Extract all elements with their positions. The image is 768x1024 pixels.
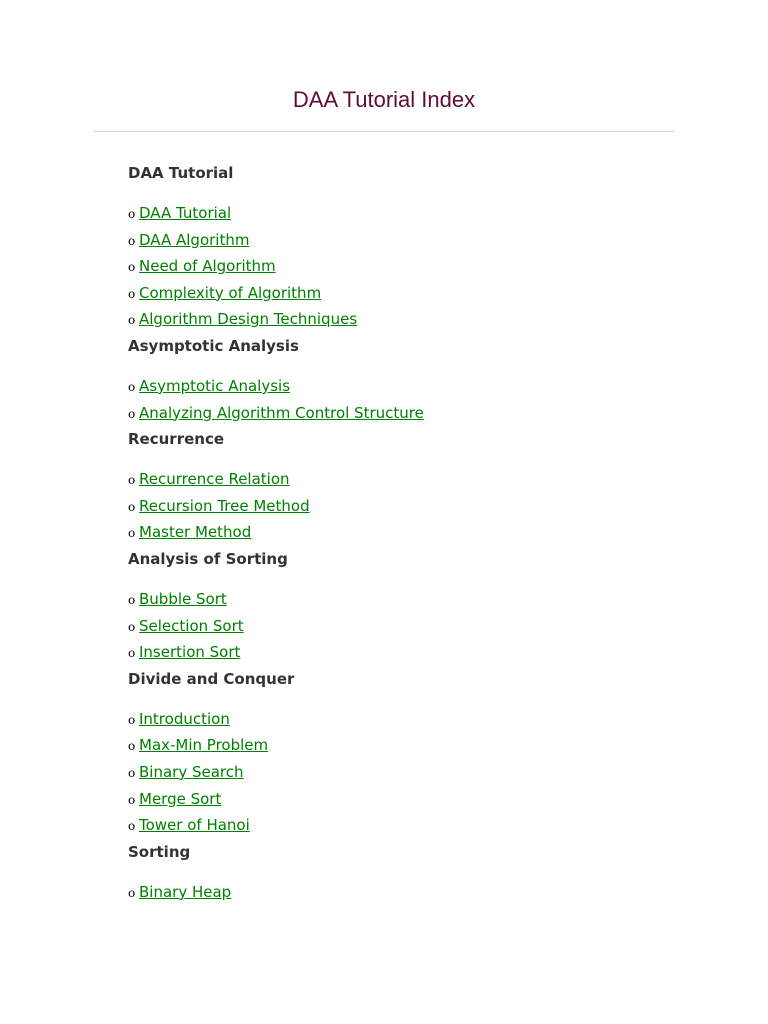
list-item — [128, 519, 688, 546]
list-item — [128, 253, 688, 280]
list-item — [128, 227, 688, 254]
bullet-icon: o — [128, 646, 136, 661]
list-item — [128, 400, 688, 427]
link-binary-heap[interactable]: Binary Heap — [139, 882, 232, 901]
link-introduction[interactable]: Introduction — [139, 709, 230, 728]
link-daa-algorithm[interactable]: DAA Algorithm — [139, 230, 250, 249]
link-insertion-sort[interactable]: Insertion Sort — [139, 643, 241, 662]
list-item — [128, 586, 688, 613]
link-master-method[interactable]: Master Method — [139, 523, 252, 542]
section-link-list — [128, 200, 688, 333]
bullet-icon: o — [128, 286, 136, 301]
link-need-of-algorithm[interactable]: Need of Algorithm — [139, 257, 276, 276]
bullet-icon: o — [128, 792, 136, 807]
list-item — [128, 493, 688, 520]
list-item — [128, 732, 688, 759]
section-link-list — [128, 706, 688, 839]
bullet-icon: o — [128, 765, 136, 780]
link-recursion-tree-method[interactable]: Recursion Tree Method — [139, 496, 310, 515]
section-sorting — [128, 840, 688, 906]
bullet-icon: o — [128, 379, 136, 394]
bullet-icon: o — [128, 406, 136, 421]
link-max-min-problem[interactable]: Max-Min Problem — [139, 736, 269, 755]
list-item — [128, 200, 688, 227]
list-item — [128, 759, 688, 786]
tutorial-index — [128, 161, 688, 905]
bullet-icon: o — [128, 592, 136, 607]
bullet-icon: o — [128, 526, 136, 541]
link-asymptotic-analysis[interactable]: Asymptotic Analysis — [139, 376, 291, 395]
section-heading: Asymptotic Analysis — [128, 336, 299, 355]
list-item — [128, 306, 688, 333]
link-binary-search[interactable]: Binary Search — [139, 762, 244, 781]
page-title: DAA Tutorial Index — [292, 87, 476, 112]
section-link-list — [128, 879, 688, 906]
list-item — [128, 706, 688, 733]
bullet-icon: o — [128, 619, 136, 634]
section-link-list — [128, 373, 688, 426]
list-item — [128, 786, 688, 813]
link-analyzing-algorithm-control-structure[interactable]: Analyzing Algorithm Control Structure — [139, 403, 424, 422]
bullet-icon: o — [128, 233, 136, 248]
link-selection-sort[interactable]: Selection Sort — [139, 616, 244, 635]
link-bubble-sort[interactable]: Bubble Sort — [139, 589, 227, 608]
bullet-icon: o — [128, 499, 136, 514]
section-heading: Sorting — [128, 842, 191, 861]
link-tower-of-hanoi[interactable]: Tower of Hanoi — [139, 816, 250, 835]
link-recurrence-relation[interactable]: Recurrence Relation — [139, 470, 290, 489]
bullet-icon: o — [128, 885, 136, 900]
section-recurrence — [128, 427, 688, 546]
link-daa-tutorial[interactable]: DAA Tutorial — [139, 204, 232, 222]
section-divide-and-conquer — [128, 667, 688, 839]
list-item — [128, 373, 688, 400]
section-heading: Analysis of Sorting — [128, 549, 288, 568]
bullet-icon: o — [128, 473, 136, 488]
section-link-list — [128, 586, 688, 666]
list-item — [128, 466, 688, 493]
section-asymptotic-analysis — [128, 334, 688, 426]
list-item — [128, 879, 688, 906]
section-heading: DAA Tutorial — [128, 164, 234, 182]
bullet-icon: o — [128, 313, 136, 328]
list-item — [128, 639, 688, 666]
list-item — [128, 613, 688, 640]
title-divider — [93, 131, 675, 132]
link-merge-sort[interactable]: Merge Sort — [139, 789, 222, 808]
section-daa-tutorial — [128, 161, 688, 333]
link-algorithm-design-techniques[interactable]: Algorithm Design Techniques — [139, 310, 358, 329]
list-item — [128, 280, 688, 307]
bullet-icon: o — [128, 207, 136, 221]
section-link-list — [128, 466, 688, 546]
bullet-icon: o — [128, 260, 136, 275]
section-analysis-of-sorting — [128, 547, 688, 666]
bullet-icon: o — [128, 819, 136, 834]
section-heading: Divide and Conquer — [128, 669, 295, 688]
link-complexity-of-algorithm[interactable]: Complexity of Algorithm — [139, 283, 322, 302]
list-item — [128, 812, 688, 839]
bullet-icon: o — [128, 712, 136, 727]
section-heading: Recurrence — [128, 430, 225, 449]
bullet-icon: o — [128, 739, 136, 754]
